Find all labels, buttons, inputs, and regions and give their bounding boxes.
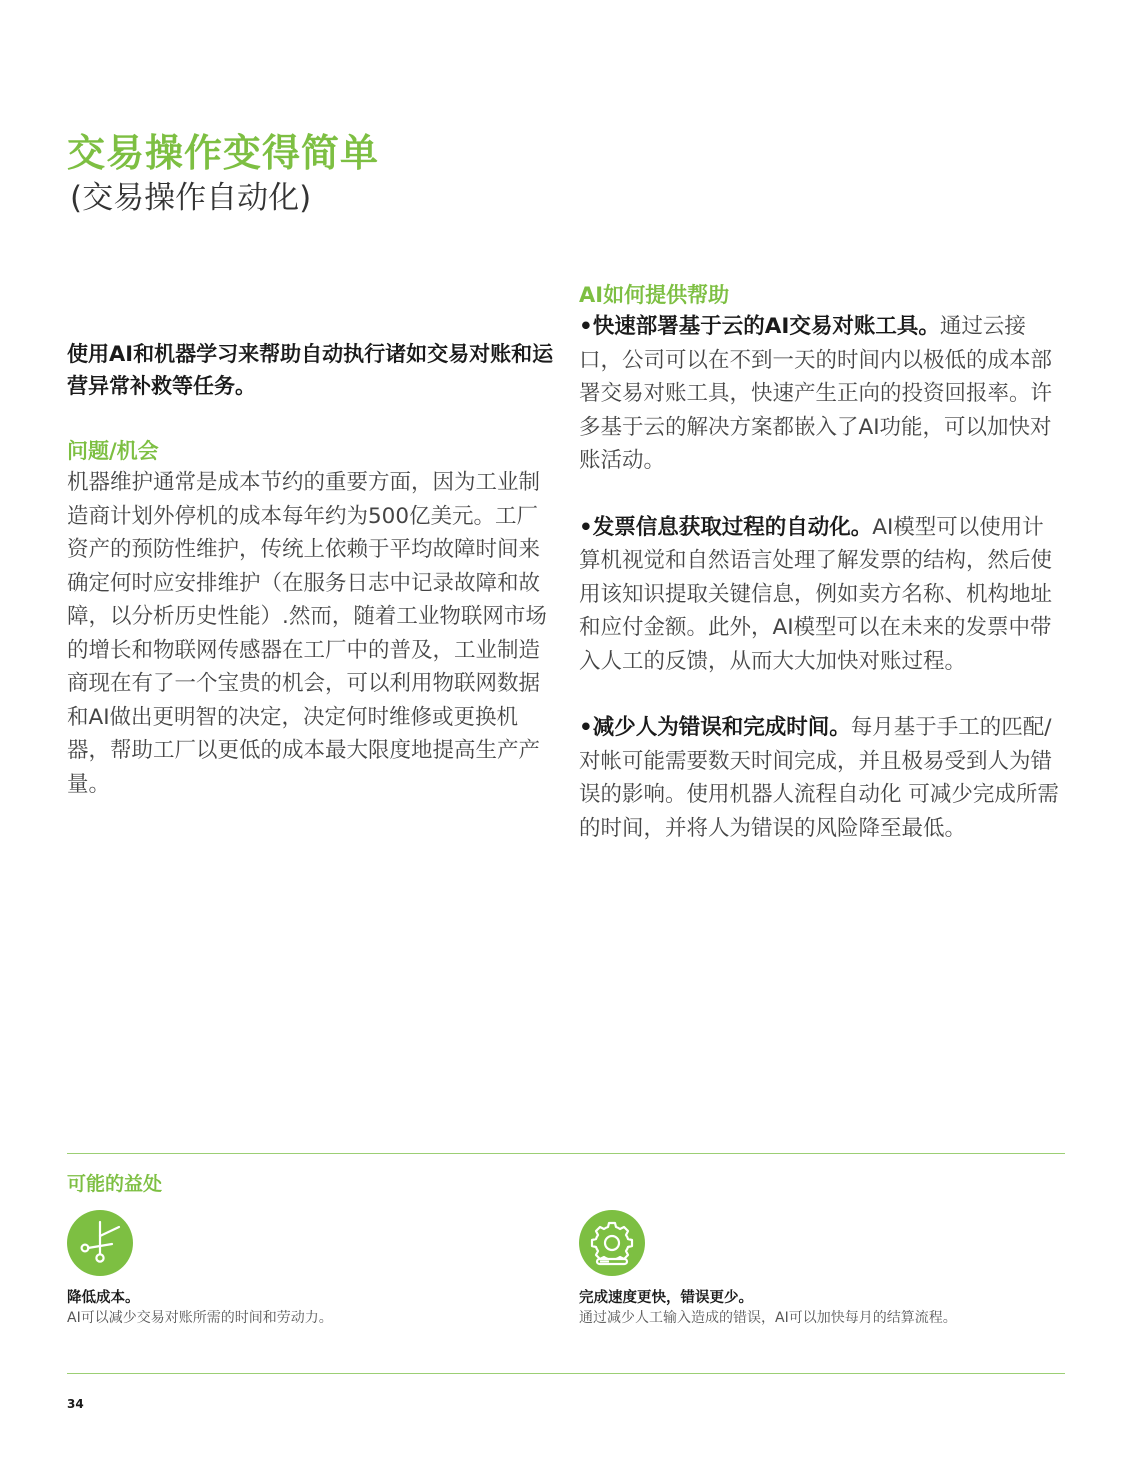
bullet-item [579, 711, 1064, 845]
gear-speed-icon [579, 1210, 645, 1276]
benefit-title: 降低成本。 [67, 1290, 140, 1306]
problem-text: 机器维护通常是成本节约的重要方面，因为工业制造商计划外停机的成本每年约为500亿美元。工厂资产的预防性维护，传统上依赖于平均故障时间来确定何时应安排维护（在服务日志中记录故障和故障，以分析历史性能）.然而，随着工业物联网市场的增长和物联网传感器在工厂中的普及，工业制造商现在有了一个宝贵的机会，可以利用物联网数据和AI做出更明智的决定，决定何时维修或更换机器，帮助工厂以更低的成本最大限度地提高生产产量。 [67, 470, 547, 797]
bottom-divider [67, 1373, 1065, 1374]
bullet-text: 每月基于手工的匹配/对帐可能需要数天时间完成，并且极易受到人为错误的影响。使用机器人流程自动化 可减少完成所需的时间，并将人为错误的风险降至最低。 [579, 715, 1059, 841]
problem-heading: 问题/机会 [67, 439, 159, 463]
cost-reduction-icon [67, 1210, 133, 1276]
page-number: 34 [67, 1397, 84, 1411]
left-column [67, 338, 557, 801]
bullet-lead: •发票信息获取过程的自动化。 [579, 514, 873, 540]
bullet-lead: •快速部署基于云的AI交易对账工具。 [579, 314, 940, 339]
intro-statement: 使用AI和机器学习来帮助自动执行诸如交易对账和运营异常补救等任务。 [67, 342, 554, 398]
bullet-text: 通过云接口，公司可以在不到一天的时间内以极低的成本部署交易对账工具，快速产生正向的投资回报率。许多基于云的解决方案都嵌入了AI功能，可以加快对账活动。 [579, 314, 1053, 473]
bullet-item [579, 310, 1064, 478]
how-ai-helps-heading: AI如何提供帮助 [579, 283, 730, 307]
benefit-text: AI可以减少交易对账所需的时间和劳动力。 [67, 1310, 333, 1326]
bullet-text: AI模型可以使用计算机视觉和自然语言处理了解发票的结构，然后使用该知识提取关键信息，例如卖方名称、机构地址和应付金额。此外，AI模型可以在未来的发票中带入人工的反馈，从而大大加快对账过程。 [579, 514, 1053, 674]
top-divider [67, 1153, 1065, 1154]
page-title: 交易操作变得简单 [67, 131, 380, 175]
benefits-heading: 可能的益处 [67, 1173, 163, 1195]
bullet-lead: •减少人为错误和完成时间。 [579, 715, 851, 740]
page-subtitle: (交易操作自动化) [70, 180, 312, 216]
benefit-title: 完成速度更快，错误更少。 [579, 1290, 753, 1306]
right-column [579, 280, 1064, 845]
benefit-text: 通过减少人工输入造成的错误，AI可以加快每月的结算流程。 [579, 1310, 957, 1326]
benefit-item [67, 1210, 547, 1328]
bullet-item [579, 511, 1064, 679]
benefit-item [579, 1210, 1059, 1328]
